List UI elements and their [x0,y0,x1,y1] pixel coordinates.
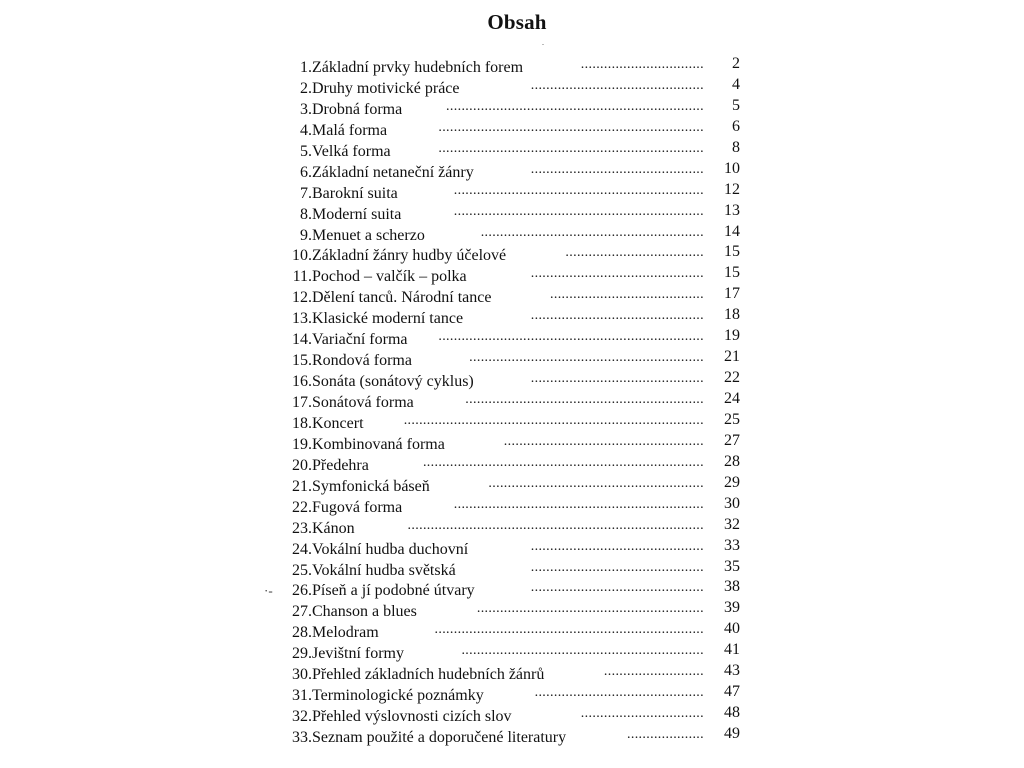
toc-entry-title: Pochod – valčík – polka [312,268,467,286]
toc-dot-leader: ................................ [580,57,704,72]
toc-entry-number: 21. [292,477,312,495]
table-of-contents [256,55,746,749]
toc-entry-number: 23. [292,519,312,537]
toc-entry-title: Menuet a scherzo [312,226,425,244]
toc-entry-page: 33 [724,536,740,554]
toc-dot-leader: ..................................................................... [438,140,704,156]
toc-entry-page: 18 [724,306,740,324]
toc-entry-page: 39 [724,599,740,617]
toc-entry-title: Klasické moderní tance [312,310,464,328]
toc-entry-title: Píseň a jí podobné útvary [312,582,475,600]
toc-entry-title: Koncert [312,414,364,432]
toc-entry-number: 27. [292,603,312,621]
toc-entry-number: 9. [300,226,312,244]
toc-entry-title: Melodram [312,624,379,642]
toc-entry-number: 5. [300,142,312,160]
toc-entry-page: 35 [724,557,740,575]
toc-dot-leader: ........................................................... [476,601,704,617]
toc-entry-page: 25 [724,410,740,428]
toc-entry-number: 28. [292,624,312,642]
toc-dot-leader: ................................................................. [453,203,704,219]
toc-entry-page: 29 [724,473,740,491]
toc-entry-page: 4 [732,75,740,93]
toc-entry-title: Sonáta (sonátový cyklus) [312,373,474,391]
toc-entry-page: 38 [724,578,740,596]
toc-entry-page: 15 [724,243,740,261]
toc-entry-number: 15. [292,352,312,370]
toc-entry-title: Barokní suita [312,184,398,202]
toc-entry-number: 22. [292,498,312,516]
toc-dot-leader: ............................................. [530,308,704,324]
toc-entry-title: Fugová forma [312,498,403,516]
toc-entry-title: Sonátová forma [312,394,414,411]
toc-entry-title: Malá forma [312,121,388,139]
toc-dot-leader: ............................................. [530,559,704,575]
toc-entry-page: 48 [724,704,740,722]
toc-entry-page: 40 [724,620,740,638]
toc-entry-number: 26. [292,582,312,600]
toc-entry-number: 13. [292,310,312,328]
toc-entry-page: 32 [724,515,740,533]
toc-entry-number: 16. [292,373,312,391]
toc-dot-leader: ............................................................... [461,643,704,659]
toc-entry-title: Přehled základních hudebních žánrů [312,666,545,684]
toc-entry-page: 5 [732,96,740,114]
toc-dot-leader: .......................................................... [480,224,704,240]
toc-dot-leader: ................................................................... [446,98,704,114]
toc-entry-title: Rondová forma [312,352,412,370]
toc-entry-page: 22 [724,369,740,387]
toc-dot-leader: ............................................. [530,266,704,282]
toc-dot-leader: ..................................................................... [438,119,704,135]
toc-entry-page: 47 [724,683,740,701]
toc-entry-number: 29. [292,645,312,663]
toc-entry-title: Jevištní formy [312,645,404,663]
toc-dot-leader: ............................................................................. [407,517,704,533]
toc-dot-leader: ............................................................. [469,350,704,366]
toc-entry-title: Přehled výslovnosti cizích slov [312,708,512,726]
toc-entry-number: 17. [292,394,312,411]
toc-entry-title: Předehra [312,456,369,474]
toc-entry-number: 32. [292,708,312,726]
toc-entry-number: 3. [300,100,312,118]
toc-entry-title: Velká forma [312,142,391,160]
toc-entry-number: 12. [292,289,312,307]
toc-entry-title: Chanson a blues [312,603,417,621]
toc-entry-page: 8 [732,138,740,156]
toc-entry-title: Druhy motivické práce [312,79,460,97]
toc-entry-page: 6 [732,117,740,135]
toc-entry-number: 10. [292,247,312,265]
toc-entry-page: 28 [724,452,740,470]
toc-entry-page: 10 [724,159,740,177]
toc-entry-number: 18. [292,414,312,432]
toc-entry-title: Základní prvky hudebních forem [312,59,524,76]
toc-entry-number: 6. [300,163,312,181]
toc-dot-leader: .............................................................................. [403,412,704,428]
toc-entry-page: 17 [724,285,740,303]
toc-entry-number: 11. [292,268,312,286]
toc-dot-leader: ............................................. [530,161,704,177]
toc-entry-title: Symfonická báseň [312,477,430,495]
toc-dot-leader: ............................................. [530,580,704,596]
toc-dot-leader: ......................................................................... [422,454,704,470]
toc-entry-page: 41 [724,641,740,659]
toc-entry-title: Kánon [312,519,355,537]
toc-dot-leader: .................................... [565,245,704,261]
toc-entry-title: Terminologické poznámky [312,687,484,705]
toc-dot-leader: ........................................................ [488,475,704,491]
toc-entry-page: 13 [724,201,740,219]
toc-entry-title: Dělení tanců. Národní tance [312,289,492,307]
toc-entry-number: 19. [292,435,312,453]
toc-entry-number: 30. [292,666,312,684]
toc-dot-leader: ............................................. [530,77,704,93]
toc-entry-page: 19 [724,327,740,345]
scan-speck [542,44,544,45]
toc-dot-leader: ................................ [580,706,704,722]
toc-entry-page: 2 [732,55,740,72]
toc-entry-title: Moderní suita [312,205,402,223]
toc-entry-page: 27 [724,431,740,449]
toc-entry-page: 43 [724,662,740,680]
page-title: Obsah [487,10,547,34]
toc-entry-number: 25. [292,561,312,579]
toc-entry-number: 31. [292,687,312,705]
toc-entry-number: 20. [292,456,312,474]
toc-dot-leader: ...................................................................... [434,622,704,638]
toc-entry-number: 8. [300,205,312,223]
toc-dot-leader: ........................................ [550,287,704,303]
toc-entry-number: 14. [292,331,312,349]
toc-entry-title: Kombinovaná forma [312,435,445,453]
toc-entry-title: Vokální hudba duchovní [312,540,469,558]
toc-entry-page: 14 [724,222,740,240]
toc-dot-leader: ..................................................................... [438,329,704,345]
toc-entry-number: 4. [300,121,312,139]
toc-entry-title: Drobná forma [312,100,403,118]
toc-dot-leader: .......................... [603,664,704,680]
toc-dot-leader: .............................................................. [465,392,704,407]
toc-entry-page: 15 [724,264,740,282]
toc-entry-page: 49 [724,725,740,742]
toc-dot-leader: ............................................. [530,371,704,387]
toc-entry-number: 7. [300,184,312,202]
toc-entry-page: 24 [724,390,740,407]
toc-dot-leader: .................................................... [503,433,704,449]
toc-entry-page: 12 [724,180,740,198]
toc-entry-number: 33. [292,729,312,746]
toc-entry-number: 24. [292,540,312,558]
toc-entry [256,725,746,749]
toc-dot-leader: .................... [627,727,704,742]
toc-entry-title: Základní žánry hudby účelové [312,247,507,265]
toc-entry-title: Seznam použité a doporučené literatury [312,729,567,746]
toc-entry-title: Vokální hudba světská [312,561,456,579]
toc-dot-leader: ............................................. [530,538,704,554]
toc-dot-leader: ................................................................. [453,496,704,512]
toc-dot-leader: ................................................................. [453,182,704,198]
toc-entry-title: Variační forma [312,331,408,349]
toc-entry-number: 1. [300,59,312,76]
stray-mark: ·‐ [264,583,273,598]
toc-entry-page: 21 [724,348,740,366]
toc-entry-number: 2. [300,79,312,97]
toc-dot-leader: ............................................ [534,685,704,701]
toc-entry-title: Základní netaneční žánry [312,163,474,181]
toc-entry-page: 30 [724,494,740,512]
